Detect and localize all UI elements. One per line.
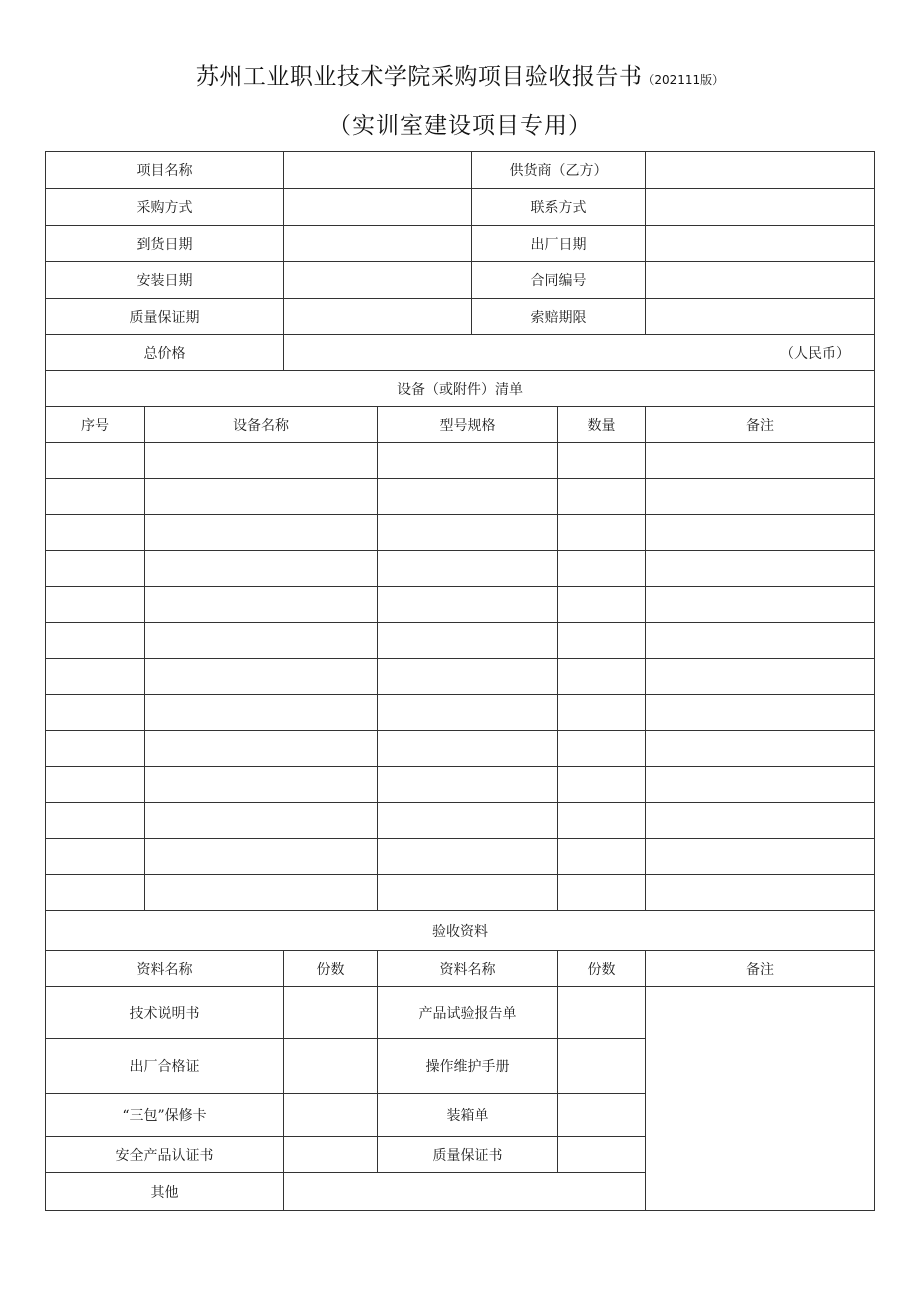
equipment-col-model: 型号规格: [378, 407, 558, 443]
equipment-name-cell[interactable]: [145, 443, 378, 479]
equipment-quantity-cell[interactable]: [558, 695, 646, 731]
arrival-date-label: 到货日期: [46, 226, 284, 262]
equipment-name-cell[interactable]: [145, 551, 378, 587]
document-maintenance-manual-label: 操作维护手册: [378, 1039, 558, 1094]
equipment-row: [46, 695, 875, 731]
document-other-label: 其他: [46, 1173, 284, 1211]
contact-field[interactable]: [646, 189, 875, 226]
equipment-name-cell[interactable]: [145, 731, 378, 767]
equipment-model-cell[interactable]: [378, 551, 558, 587]
equipment-quantity-cell[interactable]: [558, 551, 646, 587]
report-version: （202111版）: [642, 73, 725, 87]
equipment-model-cell[interactable]: [378, 587, 558, 623]
equipment-model-cell[interactable]: [378, 479, 558, 515]
equipment-model-cell[interactable]: [378, 695, 558, 731]
equipment-index-cell[interactable]: [46, 695, 145, 731]
equipment-index-cell[interactable]: [46, 731, 145, 767]
equipment-row: [46, 767, 875, 803]
equipment-index-cell[interactable]: [46, 587, 145, 623]
equipment-index-cell[interactable]: [46, 839, 145, 875]
document-copies-cell[interactable]: [284, 1094, 378, 1137]
equipment-row: [46, 587, 875, 623]
row-total-price: [46, 335, 875, 371]
document-copies-cell[interactable]: [558, 987, 646, 1039]
equipment-name-cell[interactable]: [145, 875, 378, 911]
purchase-method-field[interactable]: [284, 189, 472, 226]
total-price-field[interactable]: （人民币）: [284, 335, 875, 371]
warranty-period-field[interactable]: [284, 299, 472, 335]
equipment-model-cell[interactable]: [378, 731, 558, 767]
equipment-remark-cell[interactable]: [646, 623, 875, 659]
equipment-col-index: 序号: [46, 407, 145, 443]
documents-col-remark: 备注: [646, 951, 875, 987]
equipment-model-cell[interactable]: [378, 659, 558, 695]
equipment-name-cell[interactable]: [145, 659, 378, 695]
equipment-remark-cell[interactable]: [646, 695, 875, 731]
equipment-col-name: 设备名称: [145, 407, 378, 443]
claim-period-field[interactable]: [646, 299, 875, 335]
equipment-name-cell[interactable]: [145, 803, 378, 839]
equipment-index-cell[interactable]: [46, 875, 145, 911]
acceptance-form-table: [45, 151, 875, 1211]
row-purchase-method: [46, 189, 875, 226]
equipment-quantity-cell[interactable]: [558, 515, 646, 551]
document-copies-cell[interactable]: [284, 1039, 378, 1094]
equipment-remark-cell[interactable]: [646, 875, 875, 911]
equipment-remark-cell[interactable]: [646, 551, 875, 587]
equipment-quantity-cell[interactable]: [558, 623, 646, 659]
equipment-row: [46, 839, 875, 875]
document-safety-cert-label: 安全产品认证书: [46, 1137, 284, 1173]
equipment-row: [46, 479, 875, 515]
equipment-remark-cell[interactable]: [646, 839, 875, 875]
document-tech-manual-label: 技术说明书: [46, 987, 284, 1039]
documents-col-name-right: 资料名称: [378, 951, 558, 987]
equipment-remark-cell[interactable]: [646, 515, 875, 551]
project-name-label: 项目名称: [46, 152, 284, 189]
equipment-quantity-cell[interactable]: [558, 479, 646, 515]
equipment-index-cell[interactable]: [46, 803, 145, 839]
equipment-model-cell[interactable]: [378, 875, 558, 911]
row-warranty: [46, 299, 875, 335]
equipment-row: [46, 515, 875, 551]
report-subtitle: （实训室建设项目专用）: [328, 113, 592, 139]
equipment-quantity-cell[interactable]: [558, 875, 646, 911]
equipment-index-cell[interactable]: [46, 479, 145, 515]
equipment-remark-cell[interactable]: [646, 767, 875, 803]
equipment-name-cell[interactable]: [145, 839, 378, 875]
equipment-row: [46, 731, 875, 767]
supplier-label: 供货商（乙方）: [472, 152, 646, 189]
factory-date-field[interactable]: [646, 226, 875, 262]
equipment-name-cell[interactable]: [145, 623, 378, 659]
equipment-model-cell[interactable]: [378, 443, 558, 479]
equipment-model-cell[interactable]: [378, 803, 558, 839]
contact-label: 联系方式: [472, 189, 646, 226]
warranty-period-label: 质量保证期: [46, 299, 284, 335]
contract-no-label: 合同编号: [472, 262, 646, 299]
purchase-method-label: 采购方式: [46, 189, 284, 226]
documents-remark-cell[interactable]: [646, 987, 875, 1211]
row-install-date: [46, 262, 875, 299]
documents-row: [46, 987, 875, 1039]
arrival-date-field[interactable]: [284, 226, 472, 262]
document-copies-cell[interactable]: [284, 1137, 378, 1173]
report-title: [0, 58, 920, 91]
equipment-remark-cell[interactable]: [646, 443, 875, 479]
documents-col-copies-left: 份数: [284, 951, 378, 987]
document-copies-cell[interactable]: [284, 987, 378, 1039]
equipment-remark-cell[interactable]: [646, 803, 875, 839]
project-name-field[interactable]: [284, 152, 472, 189]
row-arrival-date: [46, 226, 875, 262]
equipment-name-cell[interactable]: [145, 587, 378, 623]
document-certificate-label: 出厂合格证: [46, 1039, 284, 1094]
equipment-quantity-cell[interactable]: [558, 839, 646, 875]
equipment-model-cell[interactable]: [378, 515, 558, 551]
document-quality-cert-label: 质量保证书: [378, 1137, 558, 1173]
document-copies-cell[interactable]: [558, 1039, 646, 1094]
equipment-col-remark: 备注: [646, 407, 875, 443]
document-test-report-label: 产品试验报告单: [378, 987, 558, 1039]
equipment-quantity-cell[interactable]: [558, 659, 646, 695]
equipment-name-cell[interactable]: [145, 695, 378, 731]
equipment-model-cell[interactable]: [378, 767, 558, 803]
equipment-remark-cell[interactable]: [646, 479, 875, 515]
factory-date-label: 出厂日期: [472, 226, 646, 262]
equipment-remark-cell[interactable]: [646, 659, 875, 695]
equipment-index-cell[interactable]: [46, 551, 145, 587]
equipment-remark-cell[interactable]: [646, 731, 875, 767]
equipment-quantity-cell[interactable]: [558, 767, 646, 803]
document-warranty-card-label: “三包”保修卡: [46, 1094, 284, 1137]
document-packing-list-label: 装箱单: [378, 1094, 558, 1137]
document-copies-cell[interactable]: [558, 1137, 646, 1173]
report-title-text: 苏州工业职业技术学院采购项目验收报告书: [195, 64, 643, 90]
equipment-section-title: 设备（或附件）清单: [46, 371, 875, 407]
equipment-index-cell[interactable]: [46, 443, 145, 479]
install-date-label: 安装日期: [46, 262, 284, 299]
install-date-field[interactable]: [284, 262, 472, 299]
equipment-row: [46, 659, 875, 695]
equipment-column-header: [46, 407, 875, 443]
documents-section-title: 验收资料: [46, 911, 875, 951]
equipment-model-cell[interactable]: [378, 839, 558, 875]
claim-period-label: 索赔期限: [472, 299, 646, 335]
equipment-index-cell[interactable]: [46, 659, 145, 695]
documents-col-copies-right: 份数: [558, 951, 646, 987]
equipment-remark-cell[interactable]: [646, 587, 875, 623]
supplier-field[interactable]: [646, 152, 875, 189]
documents-column-header: [46, 951, 875, 987]
equipment-quantity-cell[interactable]: [558, 587, 646, 623]
equipment-model-cell[interactable]: [378, 623, 558, 659]
document-other-field[interactable]: [284, 1173, 646, 1211]
equipment-quantity-cell[interactable]: [558, 731, 646, 767]
equipment-row: [46, 875, 875, 911]
documents-col-name-left: 资料名称: [46, 951, 284, 987]
equipment-quantity-cell[interactable]: [558, 803, 646, 839]
row-project-name: [46, 152, 875, 189]
equipment-index-cell[interactable]: [46, 767, 145, 803]
equipment-section-header: [46, 371, 875, 407]
equipment-row: [46, 551, 875, 587]
equipment-col-quantity: 数量: [558, 407, 646, 443]
documents-section-header: [46, 911, 875, 951]
document-copies-cell[interactable]: [558, 1094, 646, 1137]
equipment-name-cell[interactable]: [145, 767, 378, 803]
contract-no-field[interactable]: [646, 262, 875, 299]
equipment-index-cell[interactable]: [46, 623, 145, 659]
equipment-row: [46, 803, 875, 839]
equipment-index-cell[interactable]: [46, 515, 145, 551]
equipment-name-cell[interactable]: [145, 515, 378, 551]
equipment-row: [46, 623, 875, 659]
equipment-quantity-cell[interactable]: [558, 443, 646, 479]
equipment-row: [46, 443, 875, 479]
equipment-name-cell[interactable]: [145, 479, 378, 515]
total-price-label: 总价格: [46, 335, 284, 371]
